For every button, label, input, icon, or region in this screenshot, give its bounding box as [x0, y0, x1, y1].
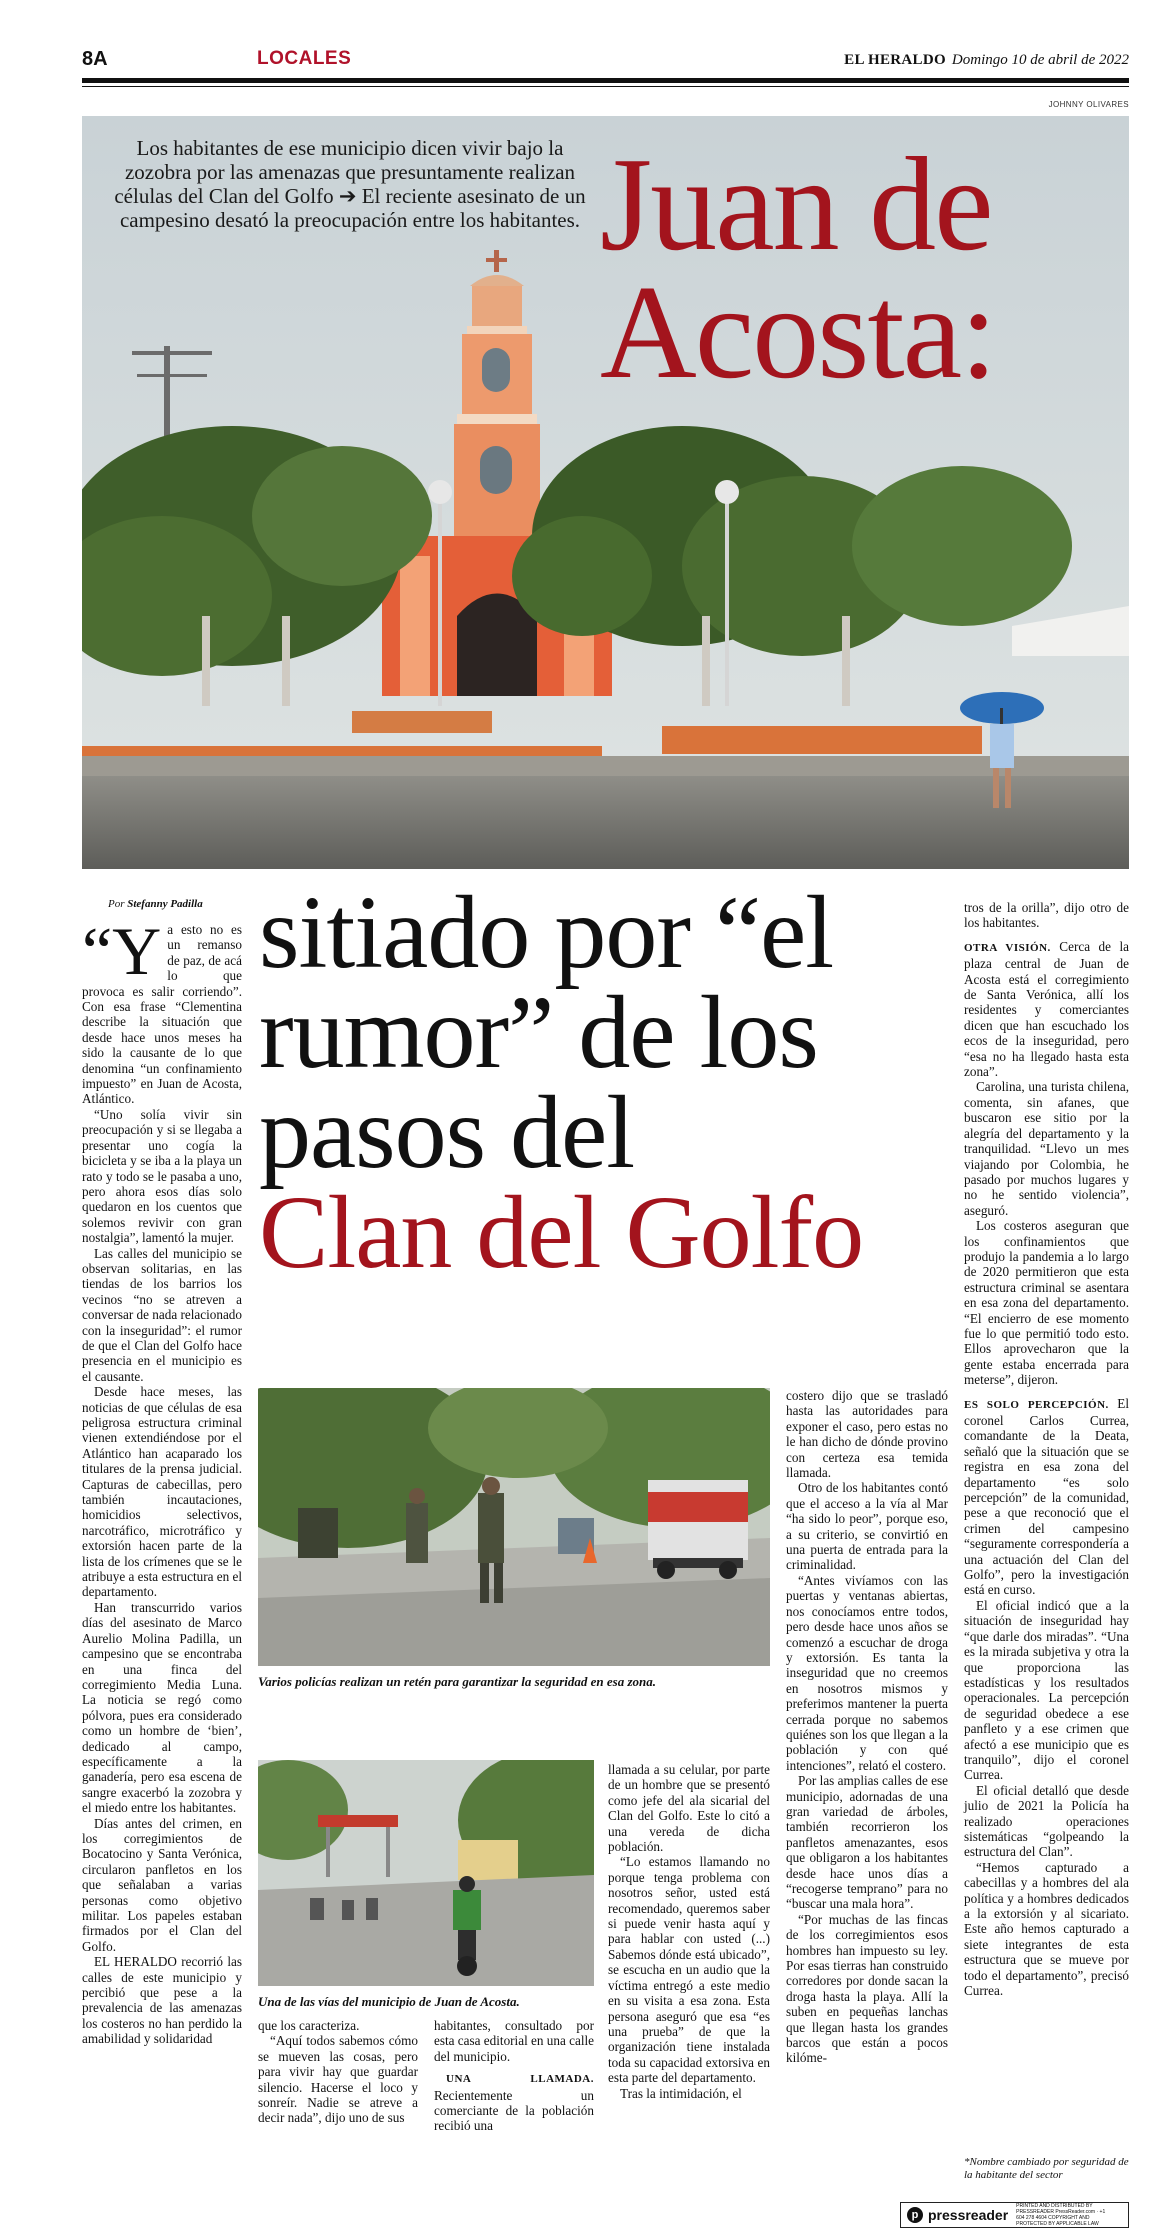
body-paragraph: “Lo estamos llamando no porque tenga problema con nosotros señor, usted está recomendado, queremos saber si puede venir hasta aquí y para hablar con usted (...) Sabemos dónde está ubicado”, se escucha en un audio que la víctima entregó a este medio en su visita a esa zona. Esta persona aseguró que esa “es una prueba” de que la organización tiene instalada toda su capacidad extorsiva en esta parte del departamento. — [608, 1854, 770, 2086]
body-column-3b — [608, 1762, 770, 2101]
body-paragraph: OTRA VISIÓN. Cerca de la plaza central de Juan de Acosta está el corregimiento de Santa Verónica, allí los residentes y comerciantes dicen que han escuchado los ecos de la inseguridad, pero “esa no ha llegado hasta esta zona”. — [964, 938, 1129, 1080]
checkpoint-illustration — [258, 1388, 770, 1666]
headline-line3: pasos del — [259, 1075, 635, 1190]
body-paragraph: costero dijo que se trasladó hasta las autoridades para exponer el caso, pero estas no le han dicho de dónde provino con certeza esa temida llamada. — [786, 1388, 948, 1481]
body-paragraph: Días antes del crimen, en los corregimientos de Bocatocino y Santa Verónica, circularon panfletos en los que señalaban a varias personas como objetivo militar. Los papeles estaban firmados por el Clan del Golfo. — [82, 1815, 242, 1954]
photo1-caption: Varios policías realizan un retén para garantizar la seguridad en esa zona. — [258, 1674, 657, 1689]
body-paragraph: UNA LLAMADA. Recientemente un comerciante de la población recibió una — [434, 2073, 594, 2134]
body-paragraph: El oficial detalló que desde julio de 2021 la Policía ha realizado operaciones sistemáticas “golpeando la estructura del Clan”. — [964, 1782, 1129, 1860]
byline-prefix: Por — [108, 898, 125, 910]
headline-line1: sitiado por “el — [259, 875, 834, 990]
body-paragraph: Por las amplias calles de ese municipio, adornadas de una gran variedad de árboles, también recorrieron los panfletos amenazantes, esos que obligaron a los habitantes desde hace unos días a “recogerse temprano” para no “buscar una mala hora”. — [786, 1773, 948, 1912]
body-paragraph: ES SOLO PERCEPCIÓN. El coronel Carlos Currea, comandante de la Deata, señaló que la situación que se registra en esa zona del departamento “es solo percepción” de la comunidad, pese a que reconoció que el crimen del campesino “seguramente correspondería a una actuación del Clan del Golfo”, pero la investigación está en curso. — [964, 1395, 1129, 1598]
pressreader-name: pressreader — [928, 2207, 1009, 2223]
body-paragraph: Tras la intimidación, el — [620, 2085, 742, 2101]
pressreader-icon: p — [907, 2207, 923, 2223]
headline — [259, 875, 959, 1290]
body-paragraph: “Ya esto no es un remanso de paz, de acá lo que provoca es salir corriendo”. Con esa frase “Clementina describe la situación que desde hace unos meses ha sido la causante de lo que denomina “un confinamiento impuesto” en Juan de Acosta, Atlántico. — [82, 913, 242, 1107]
body-paragraph: “Aquí todos sabemos cómo se mueven las cosas, pero para vivir hay que guardar silencio. Hacerse el loco y sonreír. Nadie se atreve a decir nada”, dijo uno de sus — [258, 2033, 418, 2126]
body-paragraph: EL HERALDO recorrió las calles de este municipio y percibió que pese a la prevalencia de las amenazas los costeros no han perdido la amabilidad y solidaridad — [82, 1954, 242, 2047]
issue-date: Domingo 10 de abril de 2022 — [951, 52, 1129, 68]
body-column-2 — [258, 2018, 418, 2126]
hero-title-line2: Acosta: — [600, 258, 996, 406]
body-paragraph: “Antes vivíamos con las puertas y ventanas abiertas, nos conocíamos entre todos, pero desde hace unos años se comenzó a escuchar de droga y extorsión. Es tanta la inseguridad que no creemos en nosotros mismos y preferimos mantener la puerta cerrada porque no sabemos quiénes son los que llegan a la población y con qué intenciones”, relató el costero. — [786, 1572, 948, 1773]
masthead — [844, 50, 1129, 69]
photo-credit: JOHNNY OLIVARES — [1048, 100, 1129, 109]
section-label: LOCALES — [257, 48, 352, 69]
body-paragraph: llamada a su celular, por parte de un hombre que se presentó como jefe del ala sicarial del Clan del Golfo. Este lo citó a una vereda de dicha población. — [608, 1762, 770, 1855]
body-paragraph: Otro de los habitantes contó que el acceso a la vía al Mar “ha sido lo peor”, porque eso, a su criterio, se convirtió en una puerta de entrada para la criminalidad. — [786, 1480, 948, 1573]
drop-cap: “Y — [82, 913, 162, 989]
headline-line4: Clan del Golfo — [259, 1175, 864, 1290]
pressreader-fineprint: PRINTED AND DISTRIBUTED BY PRESSREADER PressReader.com · +1 604 278 4604 COPYRIGHT AND PROTECTED BY APPLICABLE LAW — [1016, 2203, 1106, 2227]
body-column-5 — [964, 900, 1129, 1998]
header-rule-thin — [82, 86, 1129, 87]
headline-line2: rumor” de los — [259, 975, 818, 1090]
subhead-kicker: OTRA VISIÓN. — [964, 941, 1051, 954]
body-paragraph: Los costeros aseguran que los confinamientos que produjo la pandemia a lo largo de 2020 permitieron que esta estructura criminal se asentara en esa zona del departamento. “El encierro de ese momento fue lo que permitió todo esto. Ellos aprovecharon que la gente estaba encerrada para meterse”, dijeron. — [964, 1218, 1129, 1388]
body-column-1 — [82, 913, 243, 2047]
body-column-3 — [434, 2018, 594, 2134]
street-illustration — [258, 1760, 594, 1986]
body-paragraph: “Por muchas de las fincas de los corregimientos esos hombres han impuesto su ley. Por esas tierras han construido corredores por donde sacan la droga hasta la playa. Allí la suben en pequeñas lanchas que llegan hasta los grandes barcos que están a pocos kilóme- — [786, 1911, 948, 2066]
hero-title-line1: Juan de — [600, 130, 992, 278]
byline-author: Stefanny Padilla — [127, 898, 203, 910]
street-photo — [258, 1760, 594, 1986]
header-rule-thick — [82, 78, 1129, 83]
body-paragraph: habitantes, consultado por esta casa editorial en una calle del municipio. — [434, 2018, 594, 2064]
hero-title — [600, 130, 1140, 406]
photo2-caption: Una de las vías del municipio de Juan de Acosta. — [258, 1994, 520, 2009]
body-paragraph: El oficial indicó que a la situación de inseguridad hay “que darle dos miradas”. “Una es la mirada subjetiva y otra la que proporciona las estadísticas y los resultados operacionales. La percepción de seguridad obedece a ese panfleto y a ese crimen que afectó a ese municipio que es tranquilo”, dijo el coronel Currea. — [964, 1597, 1129, 1783]
hero-deck: Los habitantes de ese municipio dicen vivir bajo la zozobra por las amenazas que presuntamente realizan células del Clan del Golfo ➔ El reciente asesinato de un campesino desató la preocupación entre los habitantes. — [114, 136, 586, 232]
newspaper-name: EL HERALDO — [844, 52, 946, 68]
subhead-kicker: UNA LLAMADA. — [446, 2073, 594, 2086]
body-paragraph: Carolina, una turista chilena, comenta, sin afanes, que buscaron ese sitio por la alegría del departamento y la tranquilidad. “Llevo un mes viajando por Colombia, he pasado por muchos lugares y no he sentido violencia”, aseguró. — [964, 1079, 1129, 1218]
pressreader-logo — [900, 2202, 1129, 2228]
body-paragraph: que los caracteriza. — [258, 2018, 360, 2033]
body-paragraph: Han transcurrido varios días del asesinato de Marco Aurelio Molina Padilla, un campesino que se encontraba en una finca del corregimiento Media Luna. La noticia se regó como pólvora, pues era considerado como un hombre de ‘bien’, dedicado al campo, específicamente a la ganadería, pero esa escena de sangre exacerbó la zozobra y el miedo entre los habitantes. — [82, 1599, 242, 1816]
body-paragraph: “Uno solía vivir sin preocupación y si se llegaba a presentar uno cogía la bicicleta y se iba a la playa un rato y todo se le pasaba a uno, pero ahora esos días solo quedaron en los cuentos que solemos revivir con gran nostalgia”, lamentó la mujer. — [82, 1106, 242, 1246]
footnote: *Nombre cambiado por seguridad de la habitante del sector — [964, 2156, 1129, 2181]
subhead-kicker: ES SOLO PERCEPCIÓN. — [964, 1398, 1109, 1411]
body-paragraph: tros de la orilla”, dijo otro de los habitantes. — [964, 900, 1129, 931]
body-paragraph: “Hemos capturado a cabecillas y a hombres del ala política y a hombres dedicados a la extorsión y al sicariato. Este año hemos capturado a siete integrantes de esta estructura que se mueve por todo el departamento”, precisó Currea. — [964, 1859, 1129, 1999]
police-checkpoint-photo — [258, 1388, 770, 1666]
page-number: 8A — [82, 48, 108, 70]
body-column-4 — [786, 1388, 948, 2066]
body-paragraph: Desde hace meses, las noticias de que células de esa peligrosa estructura criminal vienen extendiéndose por el Atlántico han acaparado los titulares de la prensa judicial. Capturas de cabecillas, pero también incautaciones, homicidios selectivos, narcotráfico, microtráfico y extorsión hacen parte de la lista de los crímenes que se le atribuye a esta estructura en el departamento. — [82, 1384, 243, 1600]
body-paragraph: Las calles del municipio se observan solitarias, en las tiendas de los barrios los vecinos “no se atreven a conversar de nada relacionado con la inseguridad”: el rumor de que el Clan del Golfo hace presencia en el municipio es el causante. — [82, 1245, 242, 1384]
byline — [108, 898, 203, 910]
